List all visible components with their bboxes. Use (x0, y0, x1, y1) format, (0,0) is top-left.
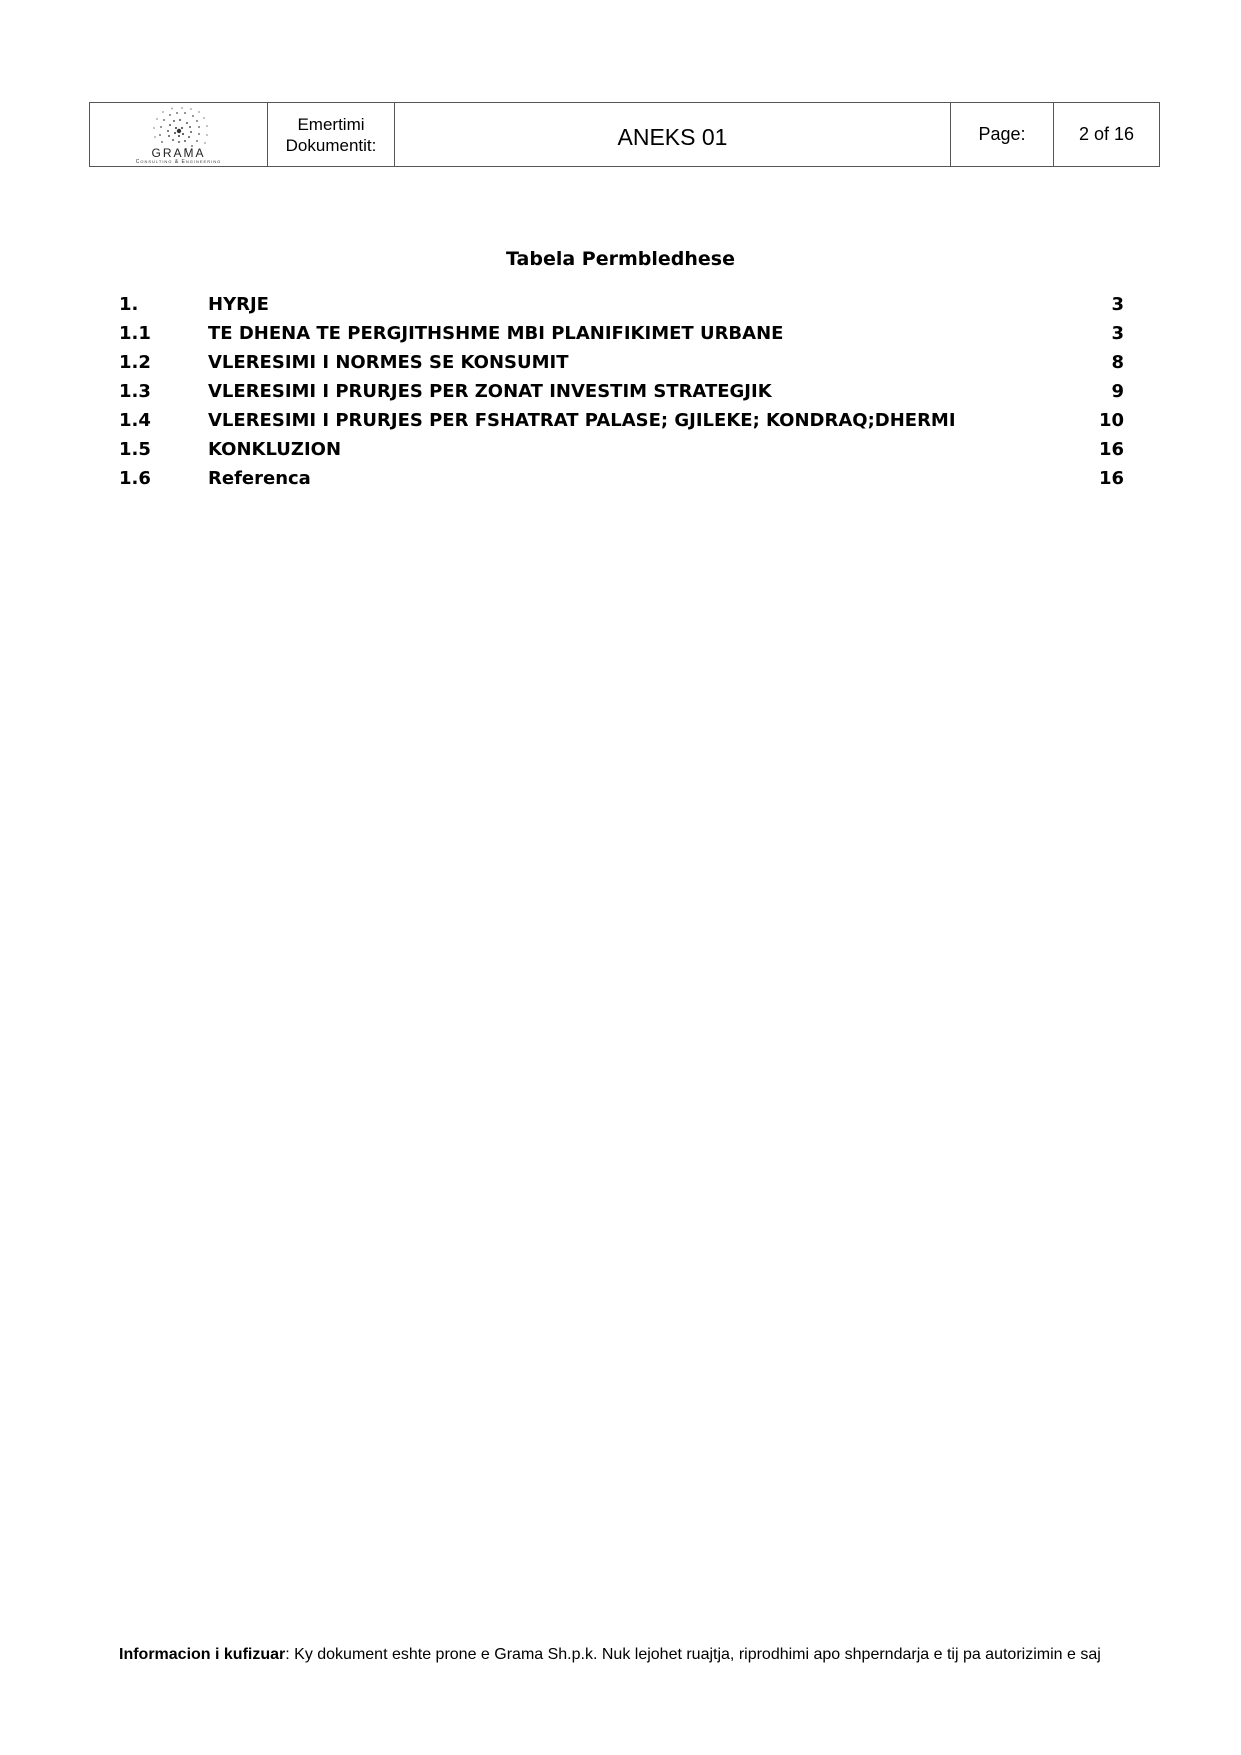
toc-entry-title: TE DHENA TE PERGJITHSHME MBI PLANIFIKIMET URBANE (208, 323, 784, 344)
footer-text: : Ky dokument eshte prone e Grama Sh.p.k. Nuk lejohet ruajtja, riprodhimi apo shperndarja e tij pa autorizimin e saj (285, 1646, 1101, 1663)
toc-entry-page: 16 (1098, 439, 1124, 460)
toc-entry[interactable] (119, 439, 1124, 468)
toc-title: Tabela Permbledhese (506, 248, 735, 270)
toc-entry-number: 1.5 (119, 439, 151, 460)
doc-name-label-line2: Dokumentit: (285, 135, 377, 155)
footer-label: Informacion i kufizuar (119, 1646, 286, 1663)
toc-entry-title: VLERESIMI I PRURJES PER ZONAT INVESTIM STRATEGJIK (208, 381, 772, 402)
table-of-contents (119, 294, 1124, 497)
logo-cell (90, 103, 268, 167)
toc-entry[interactable] (119, 410, 1124, 439)
confidentiality-footer (119, 1645, 1129, 1664)
page-label: Page: (951, 103, 1054, 167)
doc-name-label-line1: Emertimi (297, 114, 365, 134)
toc-entry-number: 1.6 (119, 468, 151, 489)
toc-entry[interactable] (119, 381, 1124, 410)
logo-subtitle: Consulting & Engineering (135, 159, 222, 165)
toc-entry-title: VLERESIMI I NORMES SE KONSUMIT (208, 352, 569, 373)
doc-name-label-cell (268, 103, 395, 167)
toc-entry-number: 1. (119, 294, 139, 315)
page-number: 2 of 16 (1054, 103, 1160, 167)
doc-title: ANEKS 01 (395, 103, 951, 167)
toc-entry-number: 1.3 (119, 381, 151, 402)
toc-entry-title: Referenca (208, 468, 311, 489)
toc-entry[interactable] (119, 352, 1124, 381)
toc-entry-number: 1.4 (119, 410, 151, 431)
toc-entry-page: 9 (1111, 381, 1124, 402)
toc-entry-number: 1.1 (119, 323, 151, 344)
toc-entry[interactable] (119, 323, 1124, 352)
toc-entry-page: 10 (1098, 410, 1124, 431)
toc-entry-page: 3 (1111, 323, 1124, 344)
logo-name: GRAMA (151, 146, 206, 160)
toc-entry-title: VLERESIMI I PRURJES PER FSHATRAT PALASE; GJILEKE; KONDRAQ;DHERMI (208, 410, 956, 431)
toc-entry-page: 8 (1111, 352, 1124, 373)
toc-entry-title: KONKLUZION (208, 439, 342, 460)
toc-entry[interactable] (119, 468, 1124, 497)
toc-entry-page: 16 (1098, 468, 1124, 489)
document-header (89, 102, 1160, 167)
toc-entry-page: 3 (1111, 294, 1124, 315)
toc-entry-number: 1.2 (119, 352, 151, 373)
toc-entry-title: HYRJE (208, 294, 269, 315)
toc-entry[interactable] (119, 294, 1124, 323)
company-logo (90, 103, 267, 166)
